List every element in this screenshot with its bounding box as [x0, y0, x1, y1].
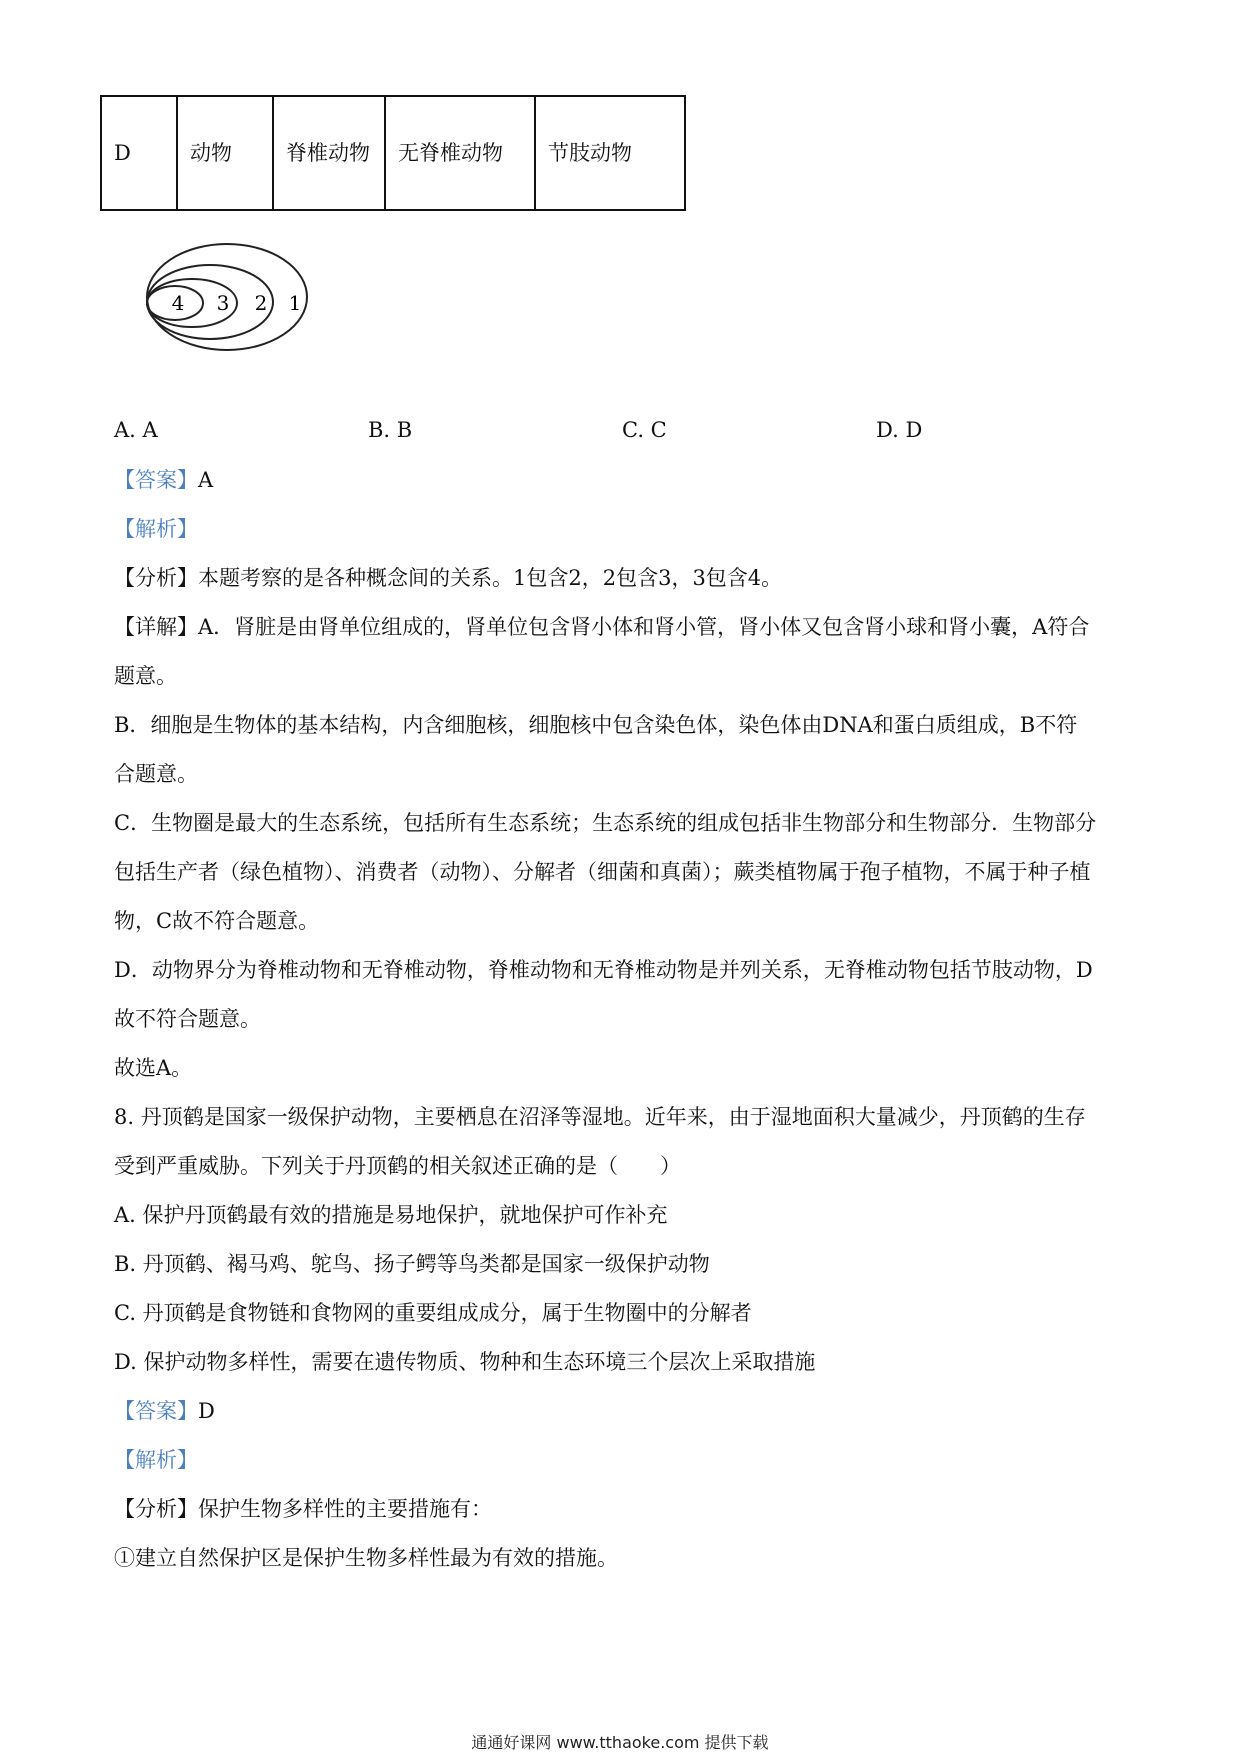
options-table [100, 95, 686, 211]
explanation-line: 故不符合题意。 [114, 1007, 261, 1031]
analysis-tag: 【解析】 [114, 1448, 198, 1472]
nested-ellipse-diagram [145, 240, 315, 355]
choice-c: C. C [622, 418, 667, 442]
explanation-line: 题意。 [114, 664, 177, 688]
table-row [101, 96, 685, 210]
explanation-line: 物，C故不符合题意。 [114, 909, 320, 933]
explanation-line: C．生物圈是最大的生态系统，包括所有生态系统；生态系统的组成包括非生物部分和生物部分．生物部分 [114, 811, 1097, 835]
table-cell: D [101, 96, 177, 210]
answer-value: D [198, 1399, 215, 1423]
explanation-line: 包括生产者（绿色植物）、消费者（动物）、分解者（细菌和真菌）；蕨类植物属于孢子植物，不属于种子植 [114, 860, 1091, 884]
option-a: A. 保护丹顶鹤最有效的措施是易地保护，就地保护可作补充 [114, 1203, 668, 1227]
explanation-line: B．细胞是生物体的基本结构，内含细胞核，细胞核中包含染色体，染色体由DNA和蛋白质组成，B不符 [114, 713, 1078, 737]
answer-line [114, 1397, 215, 1425]
diagram-label: 2 [254, 291, 268, 315]
answer-tag: 【答案】 [114, 1399, 198, 1423]
explanation-line: 【分析】保护生物多样性的主要措施有： [114, 1497, 492, 1521]
diagram-label: 3 [216, 291, 230, 315]
table-cell: 动物 [177, 96, 273, 210]
choice-b: B. B [368, 418, 413, 442]
explanation-line: 【详解】A．肾脏是由肾单位组成的，肾单位包含肾小体和肾小管，肾小体又包含肾小球和肾小囊，A符合 [114, 615, 1090, 639]
option-b: B. 丹顶鹤、褐马鸡、鸵鸟、扬子鳄等鸟类都是国家一级保护动物 [114, 1252, 710, 1276]
explanation-line: ①建立自然保护区是保护生物多样性最为有效的措施。 [114, 1546, 618, 1570]
table-cell: 脊椎动物 [273, 96, 385, 210]
answer-value: A [198, 468, 214, 492]
question-stem-line: 8. 丹顶鹤是国家一级保护动物，主要栖息在沼泽等湿地。近年来，由于湿地面积大量减少，丹顶鹤的生存 [114, 1105, 1086, 1129]
diagram-label: 4 [171, 291, 185, 315]
choice-d: D. D [876, 418, 923, 442]
explanation-line: 合题意。 [114, 762, 198, 786]
question-stem-line: 受到严重威胁。下列关于丹顶鹤的相关叙述正确的是（ ） [114, 1154, 681, 1178]
answer-tag: 【答案】 [114, 468, 198, 492]
table-cell: 节肢动物 [535, 96, 685, 210]
diagram-label: 1 [288, 291, 302, 315]
footer-text: 通通好课网 www.tthaoke.com 提供下载 [471, 1733, 769, 1752]
answer-line [114, 466, 213, 494]
analysis-tag: 【解析】 [114, 517, 198, 541]
table-cell: 无脊椎动物 [385, 96, 535, 210]
explanation-line: 故选A。 [114, 1056, 193, 1080]
explanation-line: D．动物界分为脊椎动物和无脊椎动物，脊椎动物和无脊椎动物是并列关系，无脊椎动物包括节肢动物，D [114, 958, 1093, 982]
option-c: C. 丹顶鹤是食物链和食物网的重要组成成分，属于生物圈中的分解者 [114, 1301, 752, 1325]
option-d: D. 保护动物多样性，需要在遗传物质、物种和生态环境三个层次上采取措施 [114, 1350, 816, 1374]
explanation-line: 【分析】本题考察的是各种概念间的关系。1包含2，2包含3，3包含4。 [114, 566, 783, 590]
choice-a: A. A [114, 418, 158, 442]
